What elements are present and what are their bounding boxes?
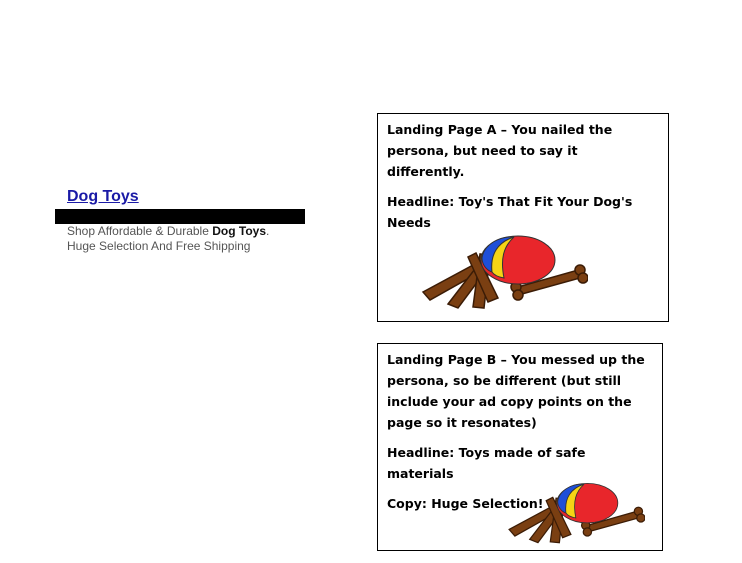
landing-page-b-box	[377, 343, 663, 551]
ad-desc-bold: Dog Toys	[212, 224, 266, 238]
landing-a-heading: Landing Page A – You nailed the persona, but need to say it differently.	[387, 122, 613, 179]
ad-description	[67, 224, 307, 254]
dog-toys-ball-bones-icon	[418, 232, 588, 318]
landing-page-a-box	[377, 113, 669, 322]
redacted-url-bar	[55, 209, 305, 224]
ad-title-link[interactable]: Dog Toys	[67, 188, 139, 205]
landing-b-copy: Copy: Huge Selection!	[387, 496, 544, 511]
ad-desc-suffix: .	[266, 224, 270, 238]
landing-b-heading: Landing Page B – You messed up the persona, so be different (but still include your ad copy points on the page so it resonates)	[387, 352, 645, 430]
landing-a-headline: Headline: Toy's That Fit Your Dog's Needs	[387, 194, 633, 230]
ad-desc-line2: Huge Selection And Free Shipping	[67, 239, 251, 253]
landing-b-headline: Headline: Toys made of safe materials	[387, 445, 586, 481]
ad-desc-prefix: Shop Affordable & Durable	[67, 224, 213, 238]
search-ad	[55, 186, 315, 253]
dog-toys-ball-bones-icon	[505, 480, 645, 552]
